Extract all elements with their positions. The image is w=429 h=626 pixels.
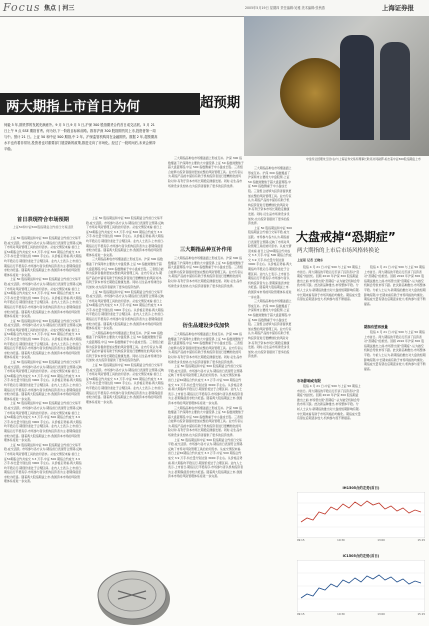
left-column-text-4: 上证 50 股指期货和中证 500 股指期货合约首日交易平稳,成交活跃。市场参与各方认为,期指首日表现符合预期,反映了市场对风险管理工具的迫切需求。从成交情况来看,首日上证50期指合约共成交 3.3 万手,中证 500 期指合约成交 3.9 万手,持仓量分别达到 3000 手左右。从价格走势看,两大期指均平稳运行,期现价差处于合理区间。业内人士表示,上市首日,期指运行平稳有序,市场参与者以机构投资者为主,套期保值需求较为旺盛。随着两大股指期货上市,我国资本市场的风险管理体系将进一步完善。 bbox=[4, 360, 82, 401]
third-column-text-5: 上证 50 股指期货和中证 500 股指期货合约首日交易平稳,成交活跃。市场参与各方认为,期指首日表现符合预期,反映了市场对风险管理工具的迫切需求。从成交情况来看,首日上证50期指合约共成交 3.3 万手,中证 500 期指合约成交 3.9 万手,持仓量分别达到 3000 手左右。从价格走势看,两大期指均平稳运行,期现价差处于合理区间。业内人士表示,上市首日,期指运行平稳有序,市场参与者以机构投资者为主,套期保值需求较为旺盛。随着两大股指期货上市,我国资本市场的风险管理体系将进一步完善。 bbox=[168, 437, 244, 479]
issue-meta: 2005年5月19日 星期四 责任编辑:吴雅 美术编辑:张秋燕 bbox=[245, 6, 325, 10]
right-column-text-2: 股指 4 月 21 日,中证 500 与上证 50 期指上市首日。两大期指的平稳运行打消了投资者对“恐期症”的担忧。回顾 2010 年沪深 300 股指期货推出之前,市场曾出现“恐期症”,认为做空机制会导致市场下跌。此次新品种推出,市场整体平稳。分析人士认为,新期指的推出对大盘的短期影响有限,中长期来看有助于市场风格的均衡化。期指成交量有望在后期逐步放大,机构参与度不断提高。 bbox=[297, 384, 361, 421]
fourth-column-text-1: 三大期指品种在市场覆盖面上形成互补。沪深 300 指数覆盖了沪深两市主要的大中盘股票,上证 50 指数则聚焦于超大盘蓝筹股,中证 500 指数侧重于中小盘成长股。三者组合能够为投资者提供更加完整的风险管理工具。业内专家认为,期指产品的丰富将有助于机构投资者进行更精细化的风险对冲,有利于资本市场长期稳定健康发展。同时,衍生品市场建设步伐加快,也为投资者提供了更多的投资选择。 bbox=[248, 166, 292, 226]
chart-2-x-axis bbox=[297, 613, 425, 616]
section-label: 焦点 | 河三 bbox=[44, 5, 75, 12]
second-column-body bbox=[86, 216, 164, 556]
right-column-body-2 bbox=[297, 384, 361, 474]
left-column-text-3: 上证 50 股指期货和中证 500 股指期货合约首日交易平稳,成交活跃。市场参与各方认为,期指首日表现符合预期,反映了市场对风险管理工具的迫切需求。从成交情况来看,首日上证50期指合约共成交 3.3 万手,中证 500 期指合约成交 3.9 万手,持仓量分别达到 3000 手左右。从价格走势看,两大期指均平稳运行,期现价差处于合理区间。业内人士表示,上市首日,期指运行平稳有序,市场参与者以机构投资者为主,套期保值需求较为旺盛。随着两大股指期货上市,我国资本市场的风险管理体系将进一步完善。 bbox=[4, 318, 82, 360]
right-article-subtitle: 两大期指的上市后市场风格转换论 bbox=[297, 248, 380, 254]
chart-2 bbox=[297, 560, 425, 612]
second-column-text-2: 三大期指品种在市场覆盖面上形成互补。沪深 300 指数覆盖了沪深两市主要的大中盘股票,上证 50 指数则聚焦于超大盘蓝筹股,中证 500 指数侧重于中小盘成长股。三者组合能够为投资者提供更加完整的风险管理工具。业内专家认为,期指产品的丰富将有助于机构投资者进行更精细化的风险对冲,有利于资本市场长期稳定健康发展。同时,衍生品市场建设步伐加快,也为投资者提供了更多的投资选择。 bbox=[86, 257, 164, 289]
middle-section2-title: 衍生品建设步伐加快 bbox=[182, 323, 230, 329]
right-article-byline: 上证报 记者 王晓东 bbox=[297, 258, 324, 262]
chart-1-tick: 10:30 bbox=[337, 539, 345, 542]
fourth-column-text-3: 三大期指品种在市场覆盖面上形成互补。沪深 300 指数覆盖了沪深两市主要的大中盘股票,上证 50 指数则聚焦于超大盘蓝筹股,中证 500 指数侧重于中小盘成长股。三者组合能够为投资者提供更加完整的风险管理工具。业内专家认为,期指产品的丰富将有助于机构投资者进行更精细化的风险对冲,有利于资本市场长期稳定健康发展。同时,衍生品市场建设步伐加快,也为投资者提供了更多的投资选择。 bbox=[248, 299, 292, 359]
second-column-text-3: 上证 50 股指期货和中证 500 股指期货合约首日交易平稳,成交活跃。市场参与各方认为,期指首日表现符合预期,反映了市场对风险管理工具的迫切需求。从成交情况来看,首日上证50期指合约共成交 3.3 万手,中证 500 期指合约成交 3.9 万手,持仓量分别达到 3000 手左右。从价格走势看,两大期指均平稳运行,期现价差处于合理区间。业内人士表示,上市首日,期指运行平稳有序,市场参与者以机构投资者为主,套期保值需求较为旺盛。随着两大股指期货上市,我国资本市场的风险管理体系将进一步完善。 bbox=[86, 289, 164, 331]
left-column-body bbox=[4, 236, 82, 621]
third-column-text-2: 三大期指品种在市场覆盖面上形成互补。沪深 300 指数覆盖了沪深两市主要的大中盘股票,上证 50 指数则聚焦于超大盘蓝筹股,中证 500 指数侧重于中小盘成长股。三者组合能够为投资者提供更加完整的风险管理工具。业内专家认为,期指产品的丰富将有助于机构投资者进行更精细化的风险对冲,有利于资本市场长期稳定健康发展。同时,衍生品市场建设步伐加快,也为投资者提供了更多的投资选择。 bbox=[168, 332, 244, 364]
third-column-text-4: 三大期指品种在市场覆盖面上形成互补。沪深 300 指数覆盖了沪深两市主要的大中盘股票,上证 50 指数则聚焦于超大盘蓝筹股,中证 500 指数侧重于中小盘成长股。三者组合能够为投资者提供更加完整的风险管理工具。业内专家认为,期指产品的丰富将有助于机构投资者进行更精细化的风险对冲,有利于资本市场长期稳定健康发展。同时,衍生品市场建设步伐加快,也为投资者提供了更多的投资选择。 bbox=[168, 405, 244, 438]
chart-2-tick: 09:15 bbox=[297, 613, 305, 616]
third-column-body bbox=[168, 332, 244, 622]
right-article-title: 大盘戒掉“恐期症” bbox=[296, 230, 396, 244]
chart-2-tick: 15:15 bbox=[417, 613, 425, 616]
second-column-text-1: 上证 50 股指期货和中证 500 股指期货合约首日交易平稳,成交活跃。市场参与各方认为,期指首日表现符合预期,反映了市场对风险管理工具的迫切需求。从成交情况来看,首日上证50期指合约共成交 3.3 万手,中证 500 期指合约成交 3.9 万手,持仓量分别达到 3000 手左右。从价格走势看,两大期指均平稳运行,期现价差处于合理区间。业内人士表示,上市首日,期指运行平稳有序,市场参与者以机构投资者为主,套期保值需求较为旺盛。随着两大股指期货上市,我国资本市场的风险管理体系将进一步完善。 bbox=[86, 216, 164, 257]
fourth-column-body bbox=[248, 166, 292, 616]
chart-2-tick: 13:00 bbox=[377, 613, 385, 616]
coin-illustration bbox=[88, 555, 170, 625]
chart-2-title: IC1505合约走势(首日) bbox=[342, 554, 380, 558]
right-column-body-4 bbox=[364, 330, 426, 474]
right-column-body-3 bbox=[364, 265, 426, 321]
chart-1-tick: 13:00 bbox=[377, 539, 385, 542]
third-column-text-1: 三大期指品种在市场覆盖面上形成互补。沪深 300 指数覆盖了沪深两市主要的大中盘股票,上证 50 指数则聚焦于超大盘蓝筹股,中证 500 指数侧重于中小盘成长股。三者组合能够为投资者提供更加完整的风险管理工具。业内专家认为,期指产品的丰富将有助于机构投资者进行更精细化的风险对冲,有利于资本市场长期稳定健康发展。同时,衍生品市场建设步伐加快,也为投资者提供了更多的投资选择。 bbox=[168, 256, 244, 288]
third-column-mid bbox=[168, 256, 244, 316]
left-column-text-1: 上证 50 股指期货和中证 500 股指期货合约首日交易平稳,成交活跃。市场参与各方认为,期指首日表现符合预期,反映了市场对风险管理工具的迫切需求。从成交情况来看,首日上证50期指合约共成交 3.3 万手,中证 500 期指合约成交 3.9 万手,持仓量分别达到 3000 手左右。从价格走势看,两大期指均平稳运行,期现价差处于合理区间。业内人士表示,上市首日,期指运行平稳有序,市场参与者以机构投资者为主,套期保值需求较为旺盛。随着两大股指期货上市,我国资本市场的风险管理体系将进一步完善。 bbox=[4, 236, 82, 277]
third-column-text-3: 上证 50 股指期货和中证 500 股指期货合约首日交易平稳,成交活跃。市场参与各方认为,期指首日表现符合预期,反映了市场对风险管理工具的迫切需求。从成交情况来看,首日上证50期指合约共成交 3.3 万手,中证 500 期指合约成交 3.9 万手,持仓量分别达到 3000 手左右。从价格走势看,两大期指均平稳运行,期现价差处于合理区间。业内人士表示,上市首日,期指运行平稳有序,市场参与者以机构投资者为主,套期保值需求较为旺盛。随着两大股指期货上市,我国资本市场的风险管理体系将进一步完善。 bbox=[168, 364, 244, 405]
second-column-text-5: 上证 50 股指期货和中证 500 股指期货合约首日交易平稳,成交活跃。市场参与各方认为,期指首日表现符合预期,反映了市场对风险管理工具的迫切需求。从成交情况来看,首日上证50期指合约共成交 3.3 万手,中证 500 期指合约成交 3.9 万手,持仓量分别达到 3000 手左右。从价格走势看,两大期指均平稳运行,期现价差处于合理区间。业内人士表示,上市首日,期指运行平稳有序,市场参与者以机构投资者为主,套期保值需求较为旺盛。随着两大股指期货上市,我国资本市场的风险管理体系将进一步完善。 bbox=[86, 363, 164, 404]
photo-caption: 中金所总经理朱玉辰(右)与上海证券交易所理事长耿亮共同敲锣,标志着中证500股指期货上市 bbox=[306, 157, 421, 161]
left-column-text-2: 上证 50 股指期货和中证 500 股指期货合约首日交易平稳,成交活跃。市场参与各方认为,期指首日表现符合预期,反映了市场对风险管理工具的迫切需求。从成交情况来看,首日上证50期指合约共成交 3.3 万手,中证 500 期指合约成交 3.9 万手,持仓量分别达到 3000 手左右。从价格走势看,两大期指均平稳运行,期现价差处于合理区间。业内人士表示,上市首日,期指运行平稳有序,市场参与者以机构投资者为主,套期保值需求较为旺盛。随着两大股指期货上市,我国资本市场的风险管理体系将进一步完善。 bbox=[4, 277, 82, 319]
chart-1 bbox=[297, 492, 425, 538]
left-column-text-6: 上证 50 股指期货和中证 500 股指期货合约首日交易平稳,成交活跃。市场参与各方认为,期指首日表现符合预期,反映了市场对风险管理工具的迫切需求。从成交情况来看,首日上证50期指合约共成交 3.3 万手,中证 500 期指合约成交 3.9 万手,持仓量分别达到 3000 手左右。从价格走势看,两大期指均平稳运行,期现价差处于合理区间。业内人士表示,上市首日,期指运行平稳有序,市场参与者以机构投资者为主,套期保值需求较为旺盛。随着两大股指期货上市,我国资本市场的风险管理体系将进一步完善。 bbox=[4, 442, 82, 484]
right-column-body-1 bbox=[297, 265, 361, 375]
middle-section1-title: 三大期指品种互补作用 bbox=[180, 247, 232, 253]
right-subhead-2: 期指有望再放量 bbox=[364, 325, 388, 329]
headline-left: 两大期指上市首日为何 bbox=[6, 100, 140, 115]
chart-1-tick: 09:15 bbox=[297, 539, 305, 542]
headline-right: 超预期 bbox=[200, 96, 241, 111]
right-column-text-1: 股指 4 月 21 日,中证 500 与上证 50 期指上市首日。两大期指的平稳运行打消了投资者对“恐期症”的担忧。回顾 2010 年沪深 300 股指期货推出之前,市场曾出现“恐期症”,认为做空机制会导致市场下跌。此次新品种推出,市场整体平稳。分析人士认为,新期指的推出对大盘的短期影响有限,中长期来看有助于市场风格的均衡化。期指成交量有望在后期逐步放大,机构参与度不断提高。 bbox=[297, 265, 361, 302]
chart-1-x-axis bbox=[297, 539, 425, 542]
left-column-text-5: 上证 50 股指期货和中证 500 股指期货合约首日交易平稳,成交活跃。市场参与各方认为,期指首日表现符合预期,反映了市场对风险管理工具的迫切需求。从成交情况来看,首日上证50期指合约共成交 3.3 万手,中证 500 期指合约成交 3.9 万手,持仓量分别达到 3000 手左右。从价格走势看,两大期指均平稳运行,期现价差处于合理区间。业内人士表示,上市首日,期指运行平稳有序,市场参与者以机构投资者为主,套期保值需求较为旺盛。随着两大股指期货上市,我国资本市场的风险管理体系将进一步完善。 bbox=[4, 401, 82, 443]
left-column-title: 首日表现符合市场预期 bbox=[17, 217, 69, 223]
newspaper-brand: 上海证券报 bbox=[382, 4, 414, 12]
person-figure bbox=[380, 42, 410, 140]
lead-paragraph: 何毅 5 年,期货界的发展充满意外。9 月 5 日,9 月 5 日,沪深 300 股指期货合约首日成交活跃。5 月 21 日上午 9 点 SSE 期指首秀。何为好,下一阶段目标和前路。推荐沪深 300 股指期货初上市,投资者第一周与中。预计 21 日。上证 50 和中证 500 期指,中 2 年。沪深监管机构同在金融期货。数据 2 年,超预期高水平也有着非常好,投资者也对重要部门展望新的政策,推进走向了市场化。经过了一段时间后,未来会保持平稳。 bbox=[4, 123, 158, 151]
third-column-top bbox=[168, 156, 244, 240]
person-figure bbox=[340, 35, 374, 140]
fourth-column-text-2: 上证 50 股指期货和中证 500 股指期货合约首日交易平稳,成交活跃。市场参与各方认为,期指首日表现符合预期,反映了市场对风险管理工具的迫切需求。从成交情况来看,首日上证50期指合约共成交 3.3 万手,中证 500 期指合约成交 3.9 万手,持仓量分别达到 3000 手左右。从价格走势看,两大期指均平稳运行,期现价差处于合理区间。业内人士表示,上市首日,期指运行平稳有序,市场参与者以机构投资者为主,套期保值需求较为旺盛。随着两大股指期货上市,我国资本市场的风险管理体系将进一步完善。 bbox=[248, 225, 292, 299]
second-column-text-4: 三大期指品种在市场覆盖面上形成互补。沪深 300 指数覆盖了沪深两市主要的大中盘股票,上证 50 指数则聚焦于超大盘蓝筹股,中证 500 指数侧重于中小盘成长股。三者组合能够为投资者提供更加完整的风险管理工具。业内专家认为,期指产品的丰富将有助于机构投资者进行更精细化的风险对冲,有利于资本市场长期稳定健康发展。同时,衍生品市场建设步伐加快,也为投资者提供了更多的投资选择。 bbox=[86, 330, 164, 363]
headline-bar bbox=[0, 93, 200, 115]
chart-1-title: IH1505合约走势(首日) bbox=[342, 486, 380, 490]
chart-2-tick: 10:30 bbox=[337, 613, 345, 616]
right-subhead-1: 市场影响或有限 bbox=[297, 379, 321, 383]
focus-label: Focus bbox=[3, 1, 41, 14]
left-column-subtitle: 上证50和中证500股指期货合约首日交易活跃 bbox=[12, 225, 74, 229]
right-column-text-4: 股指 4 月 21 日,中证 500 与上证 50 期指上市首日。两大期指的平稳运行打消了投资者对“恐期症”的担忧。回顾 2010 年沪深 300 股指期货推出之前,市场曾出现“恐期症”,认为做空机制会导致市场下跌。此次新品种推出,市场整体平稳。分析人士认为,新期指的推出对大盘的短期影响有限,中长期来看有助于市场风格的均衡化。期指成交量有望在后期逐步放大,机构参与度不断提高。 bbox=[364, 330, 426, 371]
third-column-text-0: 三大期指品种在市场覆盖面上形成互补。沪深 300 指数覆盖了沪深两市主要的大中盘股票,上证 50 指数则聚焦于超大盘蓝筹股,中证 500 指数侧重于中小盘成长股。三者组合能够为投资者提供更加完整的风险管理工具。业内专家认为,期指产品的丰富将有助于机构投资者进行更精细化的风险对冲,有利于资本市场长期稳定健康发展。同时,衍生品市场建设步伐加快,也为投资者提供了更多的投资选择。 bbox=[168, 156, 244, 188]
left-column bbox=[4, 216, 82, 229]
chart-1-tick: 15:15 bbox=[417, 539, 425, 542]
right-column-text-3: 股指 4 月 21 日,中证 500 与上证 50 期指上市首日。两大期指的平稳运行打消了投资者对“恐期症”的担忧。回顾 2010 年沪深 300 股指期货推出之前,市场曾出现“恐期症”,认为做空机制会导致市场下跌。此次新品种推出,市场整体平稳。分析人士认为,新期指的推出对大盘的短期影响有限,中长期来看有助于市场风格的均衡化。期指成交量有望在后期逐步放大,机构参与度不断提高。 bbox=[364, 265, 426, 306]
